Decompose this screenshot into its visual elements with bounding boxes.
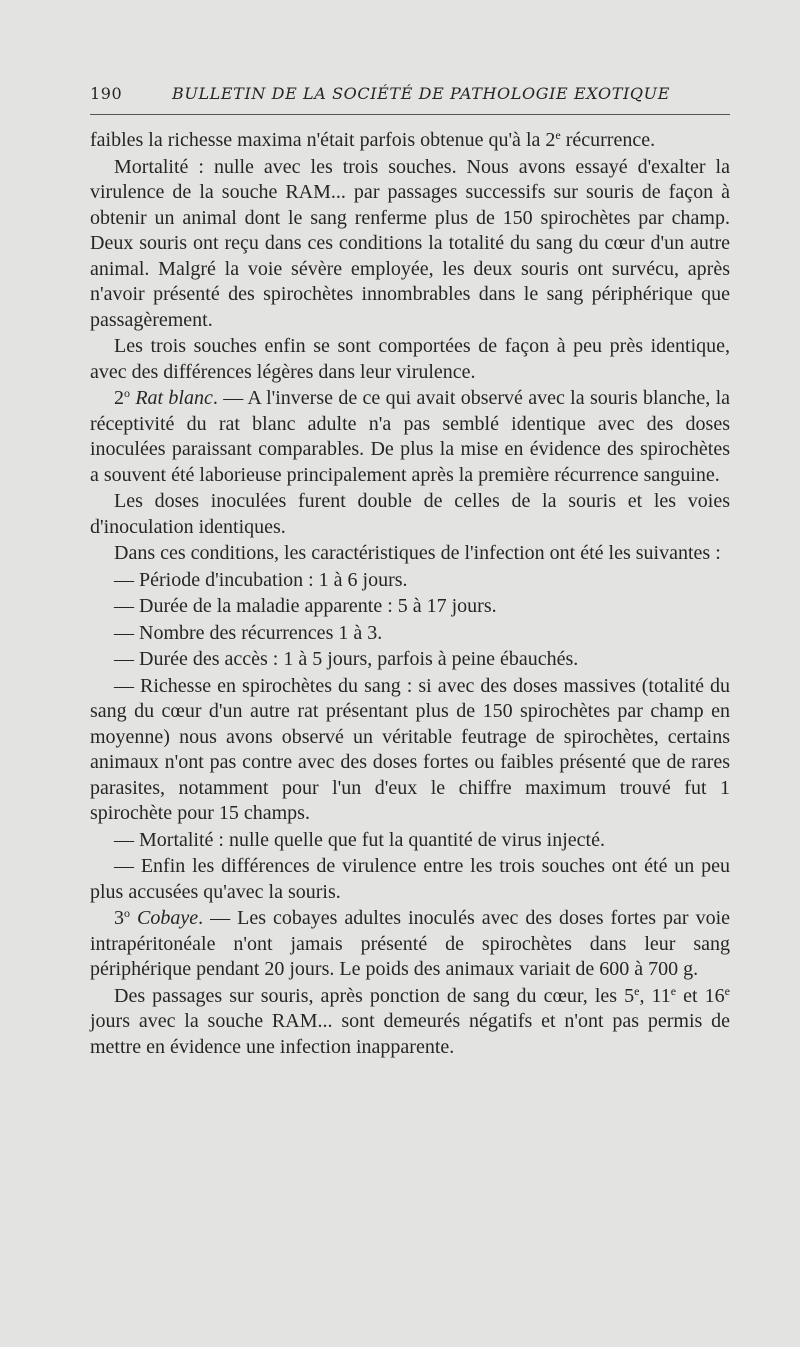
list-item-duree-acces: — Durée des accès : 1 à 5 jours, parfois à peine ébauchés.	[114, 648, 579, 670]
list-item-richesse: — Richesse en spirochètes du sang : si avec des doses massives (totalité du sang du cœur d'un autre rat présentant plus de 150 spirochètes par champ en moyenne) nous avons observé un véritable feutrage de spirochètes, certains animaux n'ont pas contre avec des doses fortes ou faibles présenté que de rares parasites, notamment pour l'un d'eux le chiffre maximum trouvé fut 1 spirochète pour 15 champs.	[90, 674, 730, 824]
running-title: BULLETIN DE LA SOCIÉTÉ DE PATHOLOGIE EXOTIQUE	[172, 84, 670, 103]
paragraph-mortalite-souris: Mortalité : nulle avec les trois souches. Nous avons essayé d'exalter la virulence de la souche RAM... par passages successifs sur souris de façon à obtenir un animal dont le sang renferme plus de 150 spirochètes par champ. Deux souris ont reçu dans ces conditions la totalité du sang du cœur d'un autre animal. Malgré la voie sévère employée, les deux souris ont survécu, après n'avoir présenté des spirochètes innombrables dans le sang périphérique que passagèrement.	[90, 155, 730, 331]
list-item-mortalite: — Mortalité : nulle quelle que fut la quantité de virus injecté.	[114, 828, 605, 851]
list-item-incubation: — Période d'incubation : 1 à 6 jours.	[114, 568, 408, 591]
paragraph-rat-blanc: 2$^o$ Rat blanc. — A l'inverse de ce qui avait observé avec la souris blanche, la réceptivité du rat blanc adulte n'a pas semblé identique avec des doses inoculées paraissant comparables. De plus la mise en évidence des spirochètes a souvent été laborieuse principalement après la première récurrence sanguine.	[90, 386, 730, 486]
section-title-rat-blanc: Rat blanc	[135, 387, 213, 409]
list-item-differences: — Enfin les différences de virulence entre les trois souches ont été un peu plus accusées qu'avec la souris.	[90, 855, 730, 903]
paragraph-cobaye: 3$^o$ Cobaye. — Les cobayes adultes inoculés avec des doses fortes par voie intrapéritonéale n'ont jamais présenté de spirochètes dans leur sang périphérique pendant 20 jours. Le poids des animaux variait de 600 à 700 g.	[90, 906, 731, 980]
page-number: 190	[90, 84, 123, 103]
paragraph-doses: Les doses inoculées furent double de celles de la souris et les voies d'inoculation identiques.	[90, 490, 730, 538]
article-body	[90, 128, 730, 1060]
list-item-duree-maladie: — Durée de la maladie apparente : 5 à 17 jours.	[114, 595, 497, 617]
paragraph-conditions: Dans ces conditions, les caractéristiques de l'infection ont été les suivantes :	[114, 542, 721, 564]
section-title-cobaye: Cobaye	[137, 907, 199, 929]
header-rule	[90, 114, 730, 115]
paragraph-passages: Des passages sur souris, après ponction de sang du cœur, les 5e, 11e et 16e jours avec la souche RAM... sont demeurés négatifs et n'ont pas permis de mettre en évidence une infection inapparente.	[90, 983, 730, 1058]
list-item-recurrences: — Nombre des récurrences 1 à 3.	[114, 621, 383, 644]
paragraph-trois-souches: Les trois souches enfin se sont comportées de façon à peu près identique, avec des différences légères dans leur virulence.	[90, 335, 730, 383]
paragraph-continuation: faibles la richesse maxima n'était parfois obtenue qu'à la 2e récurrence.	[90, 128, 656, 151]
